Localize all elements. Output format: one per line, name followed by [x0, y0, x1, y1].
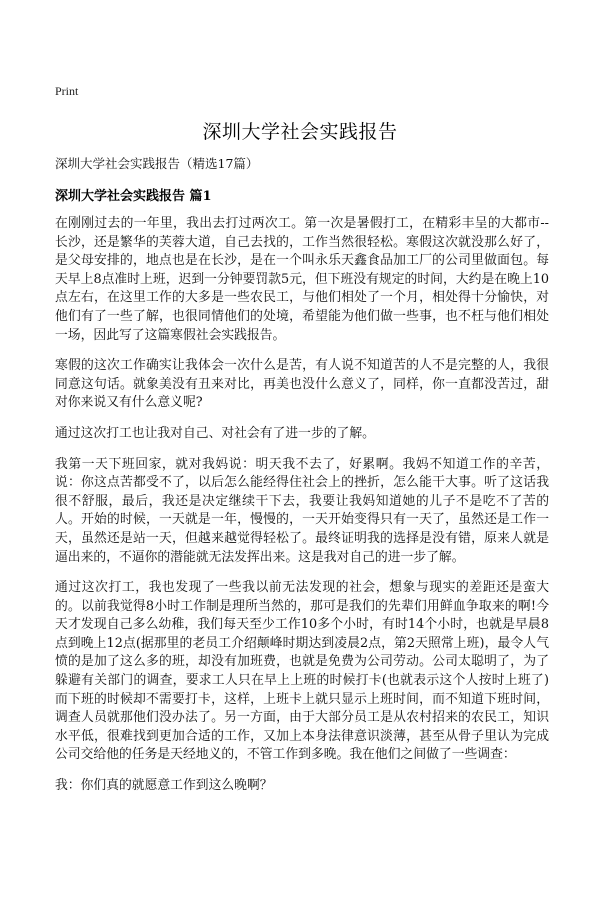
- document-body: [55, 215, 549, 808]
- paragraph-2: 寒假的这次工作确实让我体会一次什么是苦，有人说不知道苦的人不是完整的人，我很同意这句话。就象美没有丑来对比，再美也没什么意义了，同样，你一直都没苦过，甜对你来说又有什么意义呢?: [55, 358, 549, 411]
- section-heading: 深圳大学社会实践报告 篇1: [55, 189, 212, 204]
- page-title: 深圳大学社会实践报告: [202, 121, 398, 143]
- paragraph-5: 通过这次打工，我也发现了一些我以前无法发现的社会，想象与现实的差距还是蛮大的。以前我觉得8小时工作制是理所当然的，那可是我们的先辈们用鲜血争取来的啊!今天才发现自己多么幼稚，我们每天至少工作10多个小时，有时14个小时，也就是早晨8点到晚上12点(据那里的老员工介绍颠峰时期达到凌晨2点，第2天照常上班)，最令人气愤的是加了这么多的班，却没有加班费，也就是免费为公司劳动。公司太聪明了，为了躲避有关部门的调查，要求工人只在早上上班的时候打卡(也就表示这个人按时上班了)而下班的时候却不需要打卡，这样，上班卡上就只显示上班时间，而不知道下班时间，调查人员就那他们没办法了。另一方面，由于大部分员工是从农村招来的农民工，知识水平低，很难找到更加合适的工作，又加上本身法律意识淡薄，甚至从骨子里认为完成公司交给他的任务是天经地义的，不管工作到多晚。我在他们之间做了一些调查：: [55, 580, 549, 763]
- paragraph-1: 在刚刚过去的一年里，我出去打过两次工。第一次是暑假打工，在精彩丰呈的大都市--长沙，还是繁华的芙蓉大道，自己去找的，工作当然很轻松。寒假这次就没那么好了，是父母安排的，地点也是在长沙，是在一个叫永乐天鑫食品加工厂的公司里做面包。每天早上8点准时上班，迟到一分钟要罚款5元，但下班没有规定的时间，大约是在晚上10点左右，在这里工作的大多是一些农民工，与他们相处了一个月，相处得十分愉快，对他们有了一些了解，也很同情他们的处境，希望能为他们做一些事，也不枉与他们相处一场，因此写了这篇寒假社会实践报告。: [55, 216, 549, 343]
- paragraph-4: 我第一天下班回家，就对我妈说：明天我不去了，好累啊。我妈不知道工作的辛苦，说：你这点苦都受不了，以后怎么能经得住社会上的挫折，怎么能干大事。听了这话我很不舒服，最后，我还是决定继续干下去，我要让我妈知道她的儿子不是吃不了苦的人。开始的时候，一天就是一年，慢慢的，一天开始变得只有一天了，虽然还是工作一天，虽然还是站一天，但越来越觉得轻松了。最终证明我的选择是没有错，原来人就是逼出来的，不逼你的潜能就无法发挥出来。这是我对自己的进一步了解。: [55, 456, 549, 565]
- paragraph-3: 通过这次打工也让我对自己、对社会有了进一步的了解。: [55, 425, 375, 441]
- paragraph-6: 我：你们真的就愿意工作到这么晚啊？: [55, 778, 273, 794]
- document-subtitle: 深圳大学社会实践报告（精选17篇）: [55, 156, 259, 171]
- print-label: Print: [55, 84, 79, 98]
